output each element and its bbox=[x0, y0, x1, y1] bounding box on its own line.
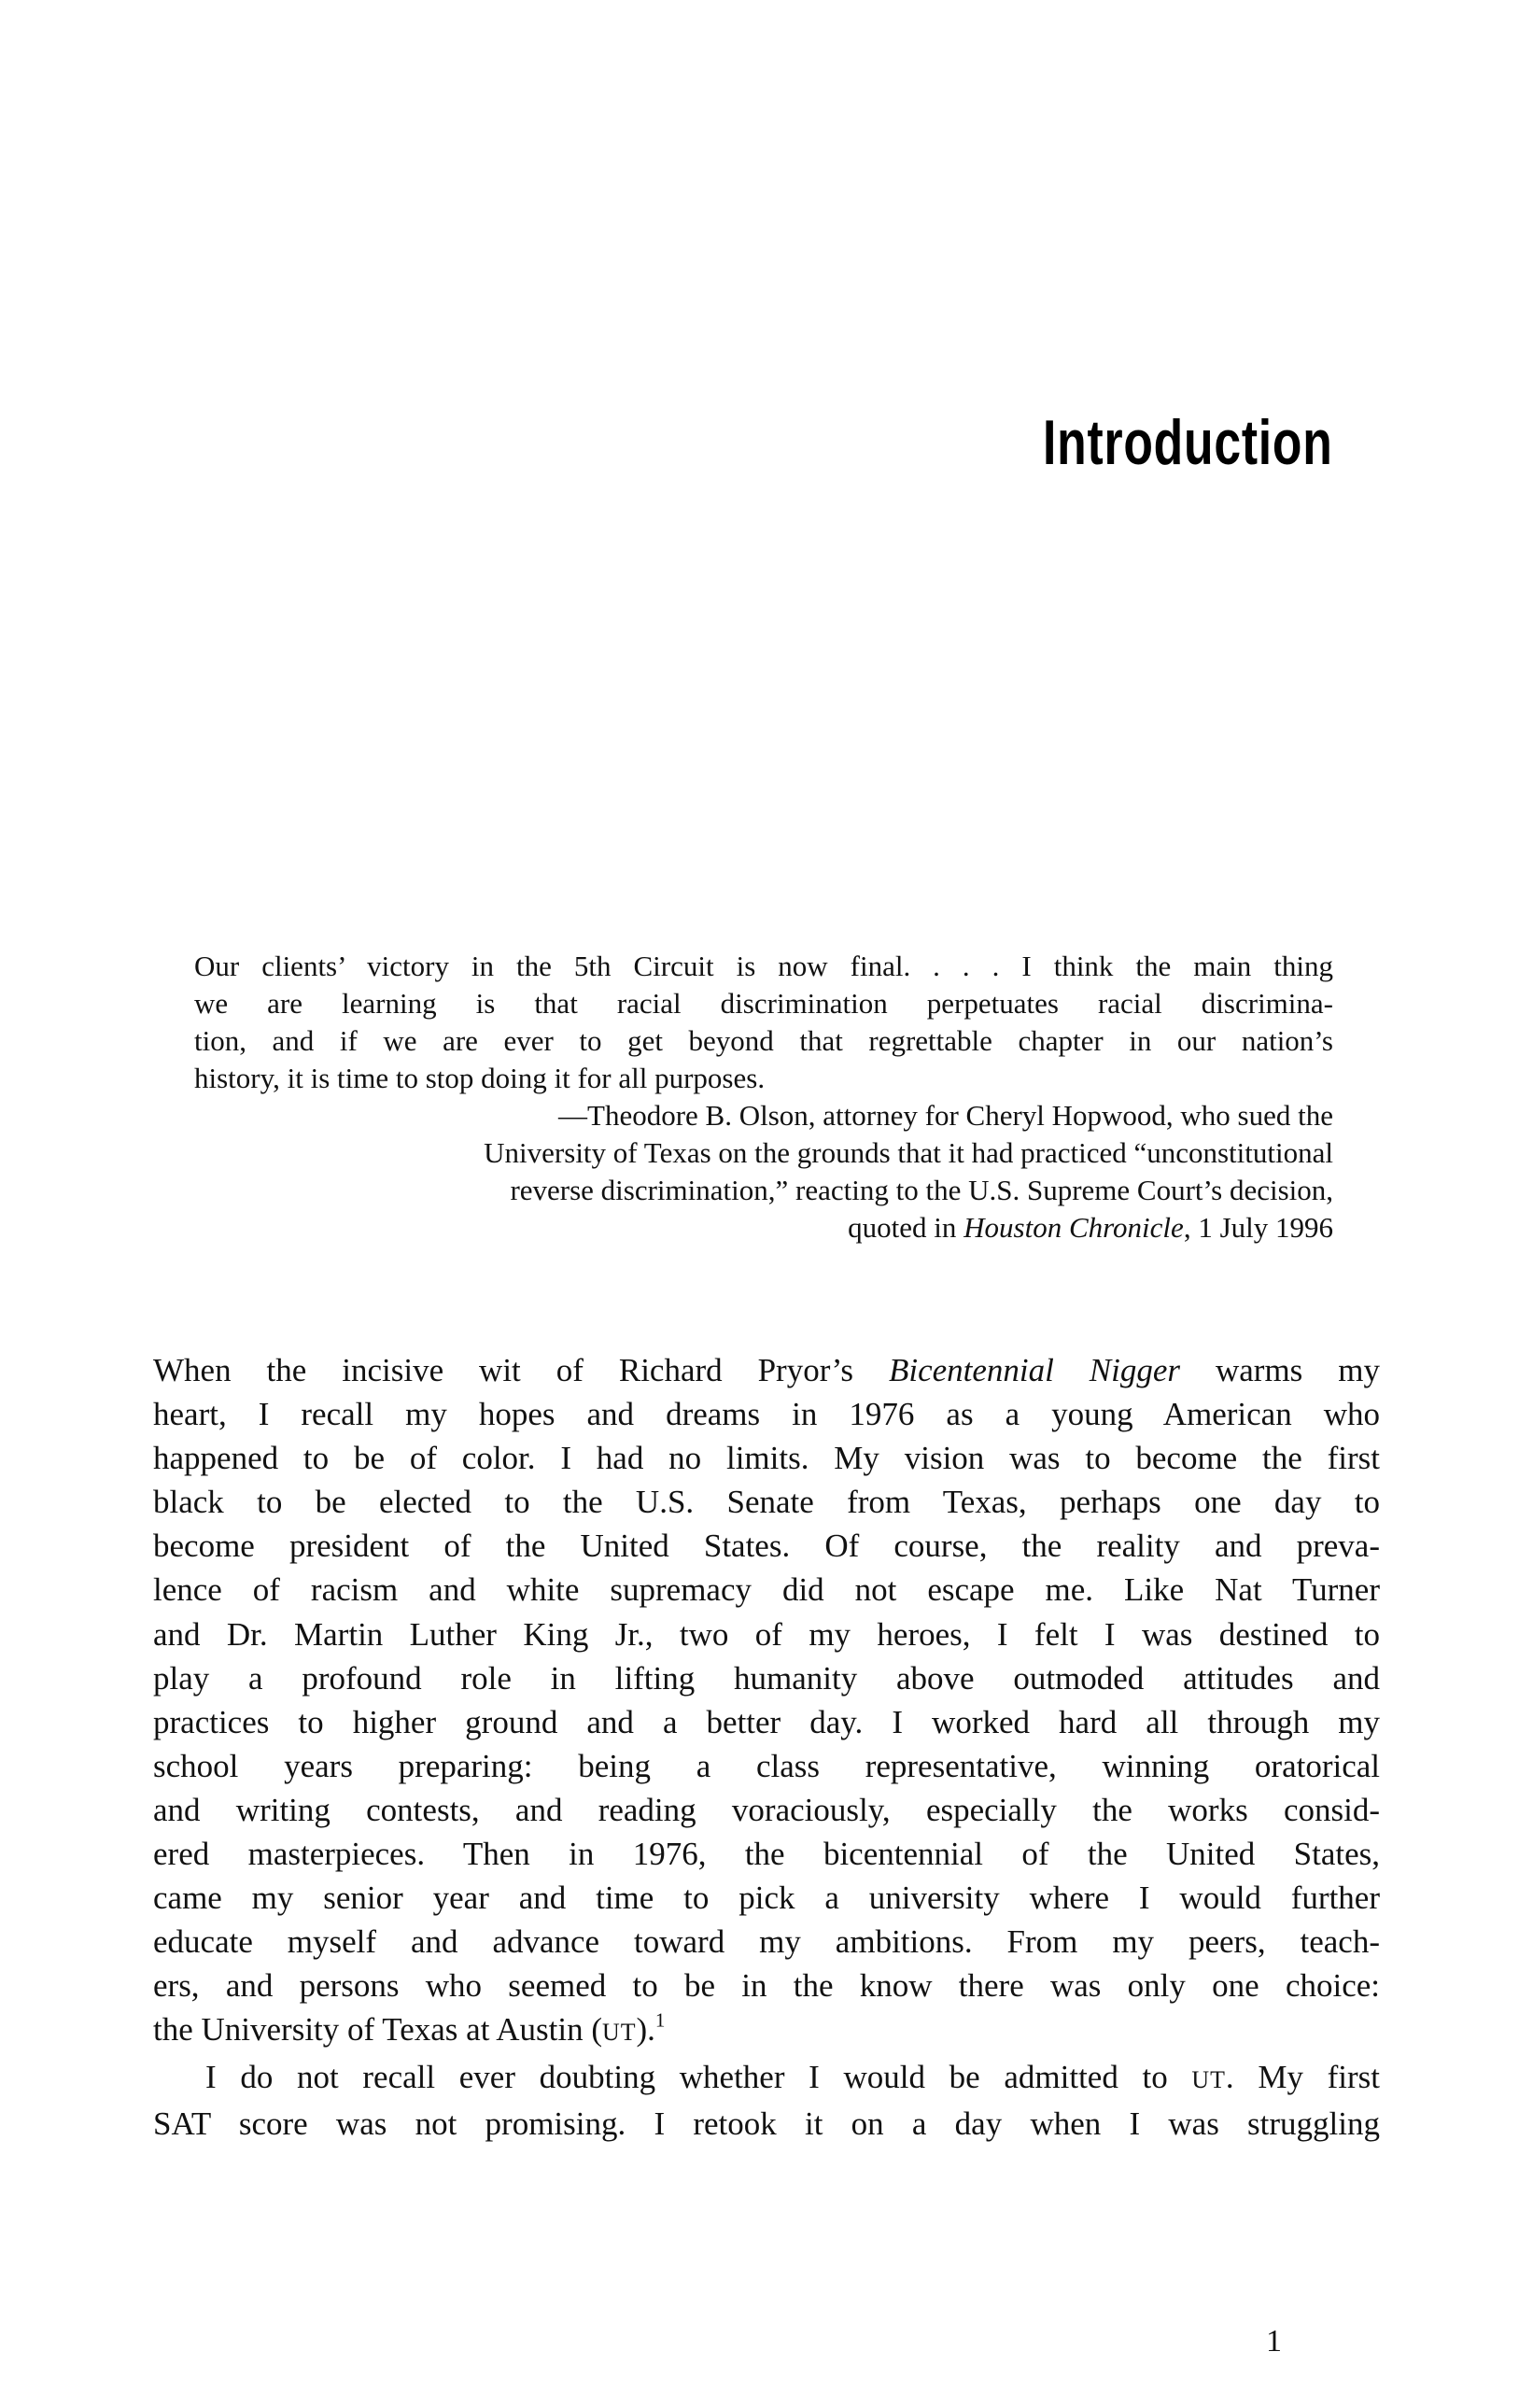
epigraph-line bbox=[194, 1134, 1333, 1172]
epigraph-line bbox=[194, 1022, 1333, 1060]
italic-title: Houston Chronicle bbox=[963, 1211, 1184, 1244]
body-line bbox=[153, 1348, 1380, 1392]
text-run: play a profound role in lifting humanity above outmoded attitudes and bbox=[153, 1659, 1380, 1697]
text-run: ). bbox=[636, 2011, 655, 2049]
body-line bbox=[153, 1700, 1380, 1744]
body-line bbox=[153, 1788, 1380, 1832]
text-run: tion, and if we are ever to get beyond that regrettable chapter in our nation’s bbox=[194, 1024, 1333, 1057]
epigraph-line bbox=[194, 1097, 1333, 1134]
abbreviation: UT bbox=[1191, 2065, 1226, 2093]
text-run: When the incisive wit of Richard Pryor’s bbox=[153, 1352, 889, 1388]
text-run: University of Texas on the grounds that it had practiced “unconstitutional bbox=[484, 1136, 1333, 1169]
text-run: reverse discrimination,” reacting to the U.S. Supreme Court’s decision, bbox=[510, 1174, 1333, 1206]
body-line bbox=[153, 1392, 1380, 1436]
text-run: —Theodore B. Olson, attorney for Cheryl Hopwood, who sued the bbox=[558, 1099, 1333, 1132]
text-run: heart, I recall my hopes and dreams in 1976 as a young American who bbox=[153, 1396, 1380, 1433]
text-run: and Dr. Martin Luther King Jr., two of my heroes, I felt I was destined to bbox=[153, 1615, 1380, 1653]
epigraph-line bbox=[194, 985, 1333, 1022]
body-line bbox=[153, 2007, 1380, 2054]
body-text bbox=[153, 1348, 1380, 2146]
text-run: practices to higher ground and a better day. I worked hard all through my bbox=[153, 1703, 1380, 1740]
text-run: educate myself and advance toward my ambitions. From my peers, teach- bbox=[153, 1923, 1380, 1961]
body-line bbox=[153, 1656, 1380, 1700]
page-number: 1 bbox=[1266, 2324, 1282, 2359]
epigraph-line bbox=[194, 1209, 1333, 1246]
text-run: happened to be of color. I had no limits. My vision was to become the first bbox=[153, 1440, 1380, 1477]
body-line bbox=[153, 1832, 1380, 1876]
text-run: Our clients’ victory in the 5th Circuit is now final. . . . I think the main thing bbox=[194, 950, 1333, 982]
body-line bbox=[153, 1876, 1380, 1920]
body-line bbox=[153, 1436, 1380, 1480]
text-run: SAT score was not promising. I retook it on a day when I was struggling bbox=[153, 2105, 1380, 2142]
body-line bbox=[153, 1964, 1380, 2007]
text-run: become president of the United States. Of course, the reality and preva- bbox=[153, 1528, 1380, 1565]
text-run: I do not recall ever doubting whether I would be admitted to bbox=[205, 2058, 1192, 2095]
epigraph-line bbox=[194, 1060, 1333, 1097]
text-run: school years preparing: being a class representative, winning oratorical bbox=[153, 1747, 1380, 1784]
text-run: the University of Texas at Austin ( bbox=[153, 2011, 602, 2049]
text-run: ered masterpieces. Then in 1976, the bicentennial of the United States, bbox=[153, 1836, 1380, 1873]
body-line bbox=[153, 1612, 1380, 1656]
text-run: and writing contests, and reading voraciously, especially the works consid- bbox=[153, 1791, 1380, 1828]
chapter-title: Introduction bbox=[1043, 406, 1333, 478]
epigraph-line bbox=[194, 948, 1333, 985]
text-run: history, it is time to stop doing it for all purposes. bbox=[194, 1062, 766, 1094]
epigraph bbox=[194, 948, 1333, 1246]
italic-title: Bicentennial Nigger bbox=[888, 1352, 1181, 1388]
epigraph-line bbox=[194, 1172, 1333, 1209]
text-run: ers, and persons who seemed to be in the know there was only one choice: bbox=[153, 1967, 1380, 2005]
body-line bbox=[153, 1568, 1380, 1612]
text-run: warms my bbox=[1180, 1352, 1380, 1388]
body-line bbox=[153, 1480, 1380, 1524]
body-line bbox=[153, 1524, 1380, 1568]
text-run: we are learning is that racial discrimination perpetuates racial discrimina- bbox=[194, 987, 1333, 1020]
text-run: came my senior year and time to pick a university where I would further bbox=[153, 1880, 1380, 1917]
text-run: . My first bbox=[1225, 2058, 1380, 2095]
body-line bbox=[153, 1920, 1380, 1964]
body-line bbox=[153, 2055, 1380, 2102]
text-run: lence of racism and white supremacy did not escape me. Like Nat Turner bbox=[153, 1571, 1380, 1609]
body-line bbox=[153, 2102, 1380, 2146]
body-line bbox=[153, 1744, 1380, 1788]
text-run: quoted in bbox=[848, 1211, 964, 1244]
text-run: , 1 July 1996 bbox=[1183, 1211, 1333, 1244]
abbreviation: UT bbox=[602, 2019, 637, 2047]
text-run: black to be elected to the U.S. Senate from Texas, perhaps one day to bbox=[153, 1484, 1380, 1521]
footnote-marker: 1 bbox=[654, 2008, 666, 2032]
